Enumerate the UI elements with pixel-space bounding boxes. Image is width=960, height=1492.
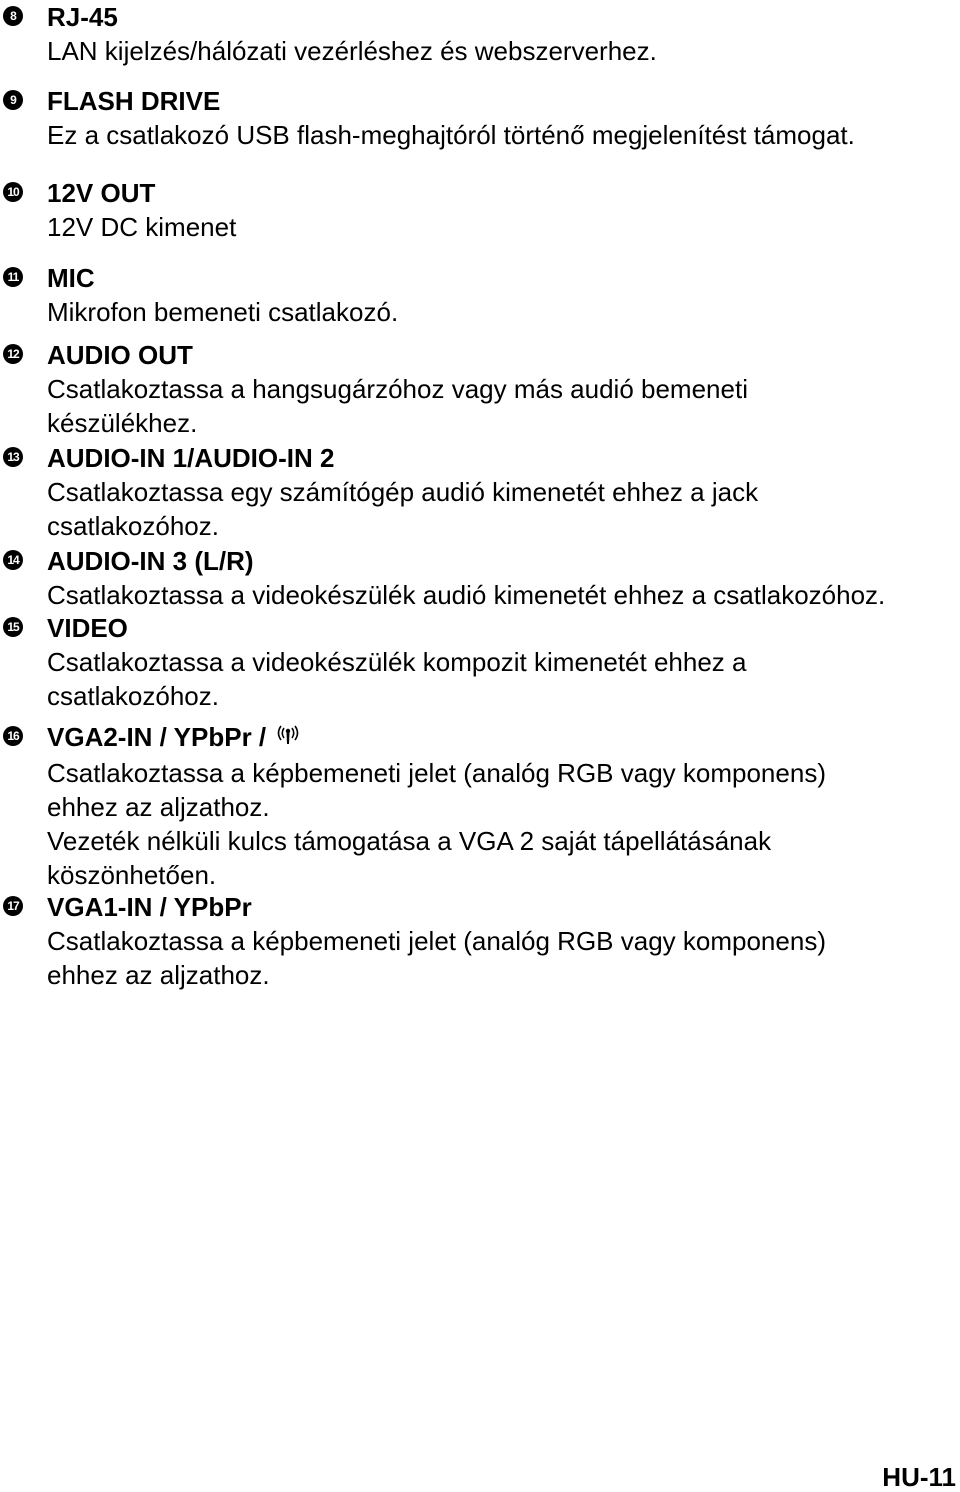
entry-vga1-in [0, 890, 826, 992]
entry-vga2-in [0, 720, 826, 892]
number-badge: 13 [3, 447, 23, 467]
entry-rj45 [0, 0, 657, 68]
number-badge: 14 [3, 550, 23, 570]
entry-audio-in-3 [0, 544, 885, 612]
page-number: HU-11 [882, 1462, 956, 1492]
entry-flash-drive [0, 84, 855, 152]
number-badge: 9 [3, 90, 23, 110]
entry-desc-line: csatlakozóhoz. [47, 511, 219, 541]
entry-desc-line: Mikrofon bemeneti csatlakozó. [47, 297, 399, 327]
entry-desc-line: Csatlakoztassa a képbemeneti jelet (analóg RGB vagy komponens) [47, 926, 826, 956]
entry-title: RJ-45 [47, 2, 118, 32]
entry-title: 12V OUT [47, 178, 156, 208]
number-badge: 10 [3, 182, 23, 202]
entry-title-row [47, 720, 826, 756]
entry-desc-line: Csatlakoztassa a hangsugárzóhoz vagy más audió bemeneti [47, 374, 748, 404]
number-badge: 15 [3, 617, 23, 637]
entry-desc-line: ehhez az aljzathoz. [47, 792, 270, 822]
entry-mic [0, 261, 398, 329]
entry-title: VGA2-IN / YPbPr / [47, 722, 267, 752]
number-badge: 16 [3, 726, 23, 746]
entry-desc-line: készülékhez. [47, 408, 198, 438]
number-badge: 17 [3, 896, 23, 916]
entry-video [0, 611, 746, 713]
number-badge: 12 [3, 344, 23, 364]
entry-desc-line: 12V DC kimenet [47, 212, 237, 242]
entry-title: MIC [47, 263, 95, 293]
entry-desc-line: köszönhetően. [47, 860, 217, 890]
entry-title: FLASH DRIVE [47, 86, 221, 116]
entry-title: VGA1-IN / YPbPr [47, 892, 252, 922]
entry-desc-line: LAN kijelzés/hálózati vezérléshez és webszerverhez. [47, 36, 657, 66]
entry-desc-line: ehhez az aljzathoz. [47, 960, 270, 990]
entry-desc-line: Ez a csatlakozó USB flash-meghajtóról történő megjelenítést támogat. [47, 120, 855, 150]
number-badge: 11 [3, 267, 23, 287]
number-badge: 8 [3, 6, 23, 26]
entry-audio-in-1-2 [0, 441, 758, 543]
entry-title: AUDIO OUT [47, 340, 193, 370]
entry-desc-line: Csatlakoztassa a képbemeneti jelet (analóg RGB vagy komponens) [47, 758, 826, 788]
entry-12v-out [0, 176, 236, 244]
entry-desc-line: Vezeték nélküli kulcs támogatása a VGA 2 saját tápellátásának [47, 826, 772, 856]
entry-audio-out [0, 338, 748, 440]
entry-desc-line: Csatlakoztassa a videokészülék audió kimenetét ehhez a csatlakozóhoz. [47, 580, 886, 610]
entry-title: AUDIO-IN 1/AUDIO-IN 2 [47, 443, 335, 473]
entry-desc-line: Csatlakoztassa a videokészülék kompozit kimenetét ehhez a [47, 647, 747, 677]
entry-title: VIDEO [47, 613, 128, 643]
entry-desc-line: csatlakozóhoz. [47, 681, 219, 711]
entry-title: AUDIO-IN 3 (L/R) [47, 546, 254, 576]
entry-desc-line: Csatlakoztassa egy számítógép audió kimenetét ehhez a jack [47, 477, 759, 507]
wireless-icon [273, 722, 303, 756]
